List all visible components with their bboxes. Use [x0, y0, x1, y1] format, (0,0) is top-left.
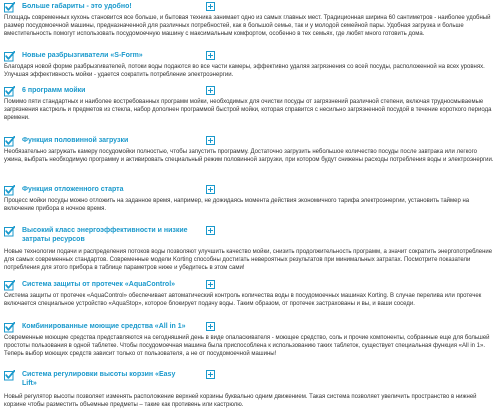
- check-icon: [4, 280, 15, 291]
- feature-description: Новый регулятор высоты позволяет изменять расположение верхней корзины буквально одним движением. Такая система позволяет увеличить пространство в нижней корзине чтобы разместить объемные предметы – такие как противень или кастрюлю.: [4, 394, 477, 408]
- check-icon: [4, 51, 15, 62]
- plus-icon[interactable]: [206, 51, 215, 60]
- feature-title: Функция отложенного старта: [22, 186, 124, 193]
- feature-description: Площадь современных кухонь становится все больше, и бытовая техника занимает одно из самых главных мест. Традиционная ширина 60 сантиметров - наиболее удобный размер посудомоечной машины, предназначенной для различных потребностей, как в большой семье, так и у молодой семейной пары. Удобная загрузка и больше вместительность помогут использовать посудомоечную машину с максимальным комфортом, особенно в тех семьях, где любят много готовить дома.: [4, 15, 491, 37]
- feature-description: Благодаря новой форме разбрызгивателей, потоки воды подаются во все части камеры, эффективно удаляя загрязнения со всей посуды, расположенной на всех уровнях. Улучшая эффективность мойки - удается сократить потребление электроэнергии.: [4, 64, 485, 78]
- feature-title: Система регулировки высоты корзин «Easy Lift»: [22, 371, 176, 387]
- feature-description: Помимо пяти стандартных и наиболее востребованных программ мойки, необходимых для очистки посуды от загрязнений различной степени, включая трудносмываемые загрязнения кастрюль и предметов из стекла, набор дополнен программой быстрой мойки, которая справится с несильно загрязненной посудой в течение короткого периода времени.: [4, 99, 492, 121]
- feature-title: Система защиты от протечек «AquaControl»: [22, 281, 176, 288]
- plus-icon[interactable]: [206, 226, 215, 235]
- feature-title: Больше габариты - это удобно!: [22, 3, 132, 10]
- feature-description: Новые технологии подачи и распределения потоков воды позволяют улучшить качество мойки, снизить продолжительность программ, а значит сократить энергопотребление для самых современных стандартов. Современные модели Korting способны достигать невероятных результатов при минимальных затратах. Посмотрите показатели потребления для этого прибора в таблице параметров ниже и убедитесь в этом сами!: [4, 249, 493, 271]
- plus-icon[interactable]: [206, 280, 215, 289]
- check-icon: [4, 86, 15, 97]
- check-icon: [4, 2, 15, 13]
- feature-title: 6 программ мойки: [22, 87, 86, 94]
- check-icon: [4, 136, 15, 147]
- plus-icon[interactable]: [206, 2, 215, 11]
- check-icon: [4, 226, 15, 237]
- plus-icon[interactable]: [206, 185, 215, 194]
- feature-title: Функция половинной загрузки: [22, 137, 129, 144]
- check-icon: [4, 370, 15, 381]
- feature-description: Современные моющие средства представляются на сегодняшний день в виде опаласкивателя - моющее средство, соль и прочие компоненты, собранные еще для большей простоты пользования в одной таблетке. Чтобы посудомоечная машина была приспособлена к использованию таких таблеток, существует специальная функция «All in 1». Теперь выбор моющих средств зависит только от пользователя, а не от посудомоечной машины!: [4, 335, 490, 357]
- feature-title: Комбинированные моющие средства «All in 1»: [22, 323, 186, 330]
- feature-description: Необязательно загружать камеру посудомойки полностью, чтобы запустить программу. Достаточно загрузить небольшое количество посуды после завтрака или легкого ужина, выбрать необходимую программу и активировать специальный режим половинной загрузки, при котором будут снижены расходы потребления воды и электроэнергии.: [4, 149, 494, 163]
- feature-description: Процесс мойки посуды можно отложить на заданное время, например, не дожидаясь момента действия экономичного тарифа электроэнергии, установить таймер на включение прибора в ночное время.: [4, 198, 470, 212]
- feature-description: Система защиты от протечек «AquaControl» обеспечивает автоматический контроль количества воды в посудомоечных машинах Korting. В случае перелива или протечек включается специальное устройство «AquaStop», которое блокирует подачу воды. Таким образом, от протечек застрахованы и вы, и ваши соседи.: [4, 293, 482, 307]
- plus-icon[interactable]: [206, 370, 215, 379]
- plus-icon[interactable]: [206, 322, 215, 331]
- feature-title: Новые разбрызгиватели «S-Form»: [22, 52, 143, 59]
- check-icon: [4, 322, 15, 333]
- plus-icon[interactable]: [206, 136, 215, 145]
- plus-icon[interactable]: [206, 86, 215, 95]
- feature-title: Высокий класс энергоэффективности и низкие затраты ресурсов: [22, 227, 188, 243]
- check-icon: [4, 185, 15, 196]
